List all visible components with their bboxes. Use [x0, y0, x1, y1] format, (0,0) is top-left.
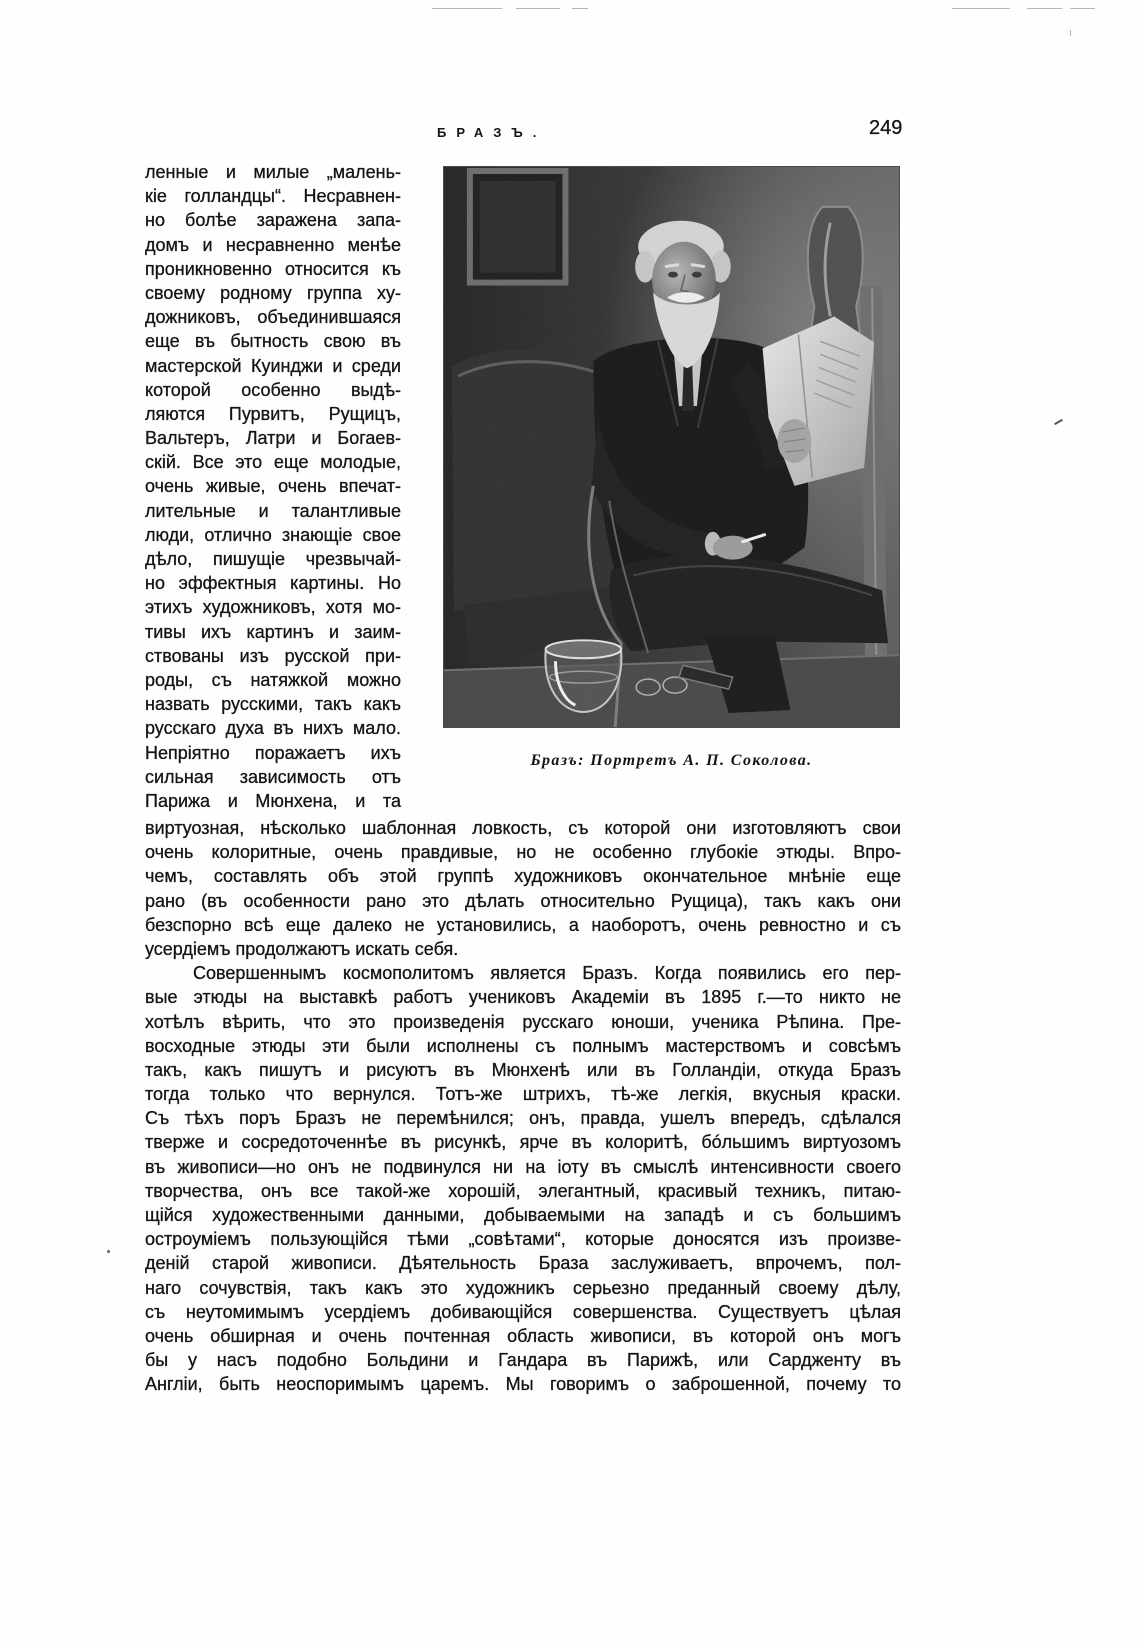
- left-column-line: дожниковъ, объединившаяся: [145, 307, 401, 328]
- figure: [443, 166, 900, 728]
- left-column-line: лительные и талантливые: [145, 500, 401, 521]
- body-line: остроуміемъ пользующійся тѣми „совѣтами“, которые доносятся изъ произве-: [145, 1229, 901, 1250]
- left-column-line: Вальтеръ, Латри и Богаев-: [145, 428, 401, 449]
- body-line: Англіи, быть неоспоримымъ царемъ. Мы говоримъ о заброшенной, почему то: [145, 1374, 901, 1395]
- scan-artifact: [572, 8, 588, 9]
- scan-artifact: [432, 8, 502, 9]
- body-line: Съ тѣхъ поръ Бразъ не перемѣнился; онъ, правда, ушелъ впередъ, сдѣлался: [145, 1108, 901, 1129]
- body-text: [145, 816, 901, 1397]
- left-column-line: своему родному группа ху-: [145, 282, 401, 303]
- body-line: тогда только что вернулся. Тотъ-же штрихъ, тѣ-же легкія, вкусныя краски.: [145, 1084, 901, 1105]
- body-line: усердіемъ продолжаютъ искать себя.: [145, 938, 459, 959]
- portrait-photo: [444, 167, 899, 727]
- body-line: хотѣлъ вѣрить, что это произведенія русскаго юноши, ученика Рѣпина. Пре-: [145, 1011, 901, 1032]
- left-column-line: домъ и несравненно менѣе: [145, 234, 401, 255]
- left-column-line: очень живые, очень впечат-: [145, 476, 401, 497]
- body-line: очень обширная и очень почтенная область живописи, въ которой онъ могъ: [145, 1325, 901, 1346]
- left-column-line: ленные и милые „малень-: [145, 162, 401, 182]
- body-line: щійся художественными данными, добываемыми на западѣ и съ большимъ: [145, 1205, 901, 1225]
- body-line: въ живописи—но онъ не подвинулся ни на іоту въ смыслѣ интенсивности своего: [145, 1156, 901, 1177]
- left-column-line: Непріятно поражаетъ ихъ: [145, 742, 401, 763]
- paragraph-1: [145, 816, 901, 961]
- scan-artifact: [1070, 8, 1095, 9]
- left-column-line: русскаго духа въ нихъ мало.: [145, 718, 401, 739]
- left-column-line: которой особенно выдѣ-: [145, 379, 401, 400]
- body-line: съ неутомимымъ усердіемъ добивающійся совершенства. Существуетъ цѣлая: [145, 1301, 901, 1322]
- left-column-line: ствованы изъ русской при-: [145, 645, 401, 666]
- body-line: очень колоритные, очень правдивые, но не особенно глубокіе этюды. Впро-: [145, 842, 901, 863]
- scan-artifact: [1070, 30, 1071, 36]
- body-line: вые этюды на выставкѣ работъ учениковъ Академіи въ 1895 г.—то никто не: [145, 987, 901, 1008]
- photo-grain: [444, 167, 899, 727]
- scan-artifact: [1054, 419, 1063, 425]
- left-column-line: сильная зависимость отъ: [145, 766, 401, 787]
- left-column-line: роды, съ натяжкой можно: [145, 669, 401, 690]
- left-column-line: но болѣе заражена запа-: [145, 210, 401, 231]
- left-column-line: этихъ художниковъ, хотя мо-: [145, 597, 401, 618]
- body-line: творчества, онъ все такой-же хорошій, элегантный, красивый техникъ, питаю-: [145, 1180, 901, 1201]
- left-column-line: Парижа и Мюнхена, и та: [145, 790, 401, 811]
- left-column-line: люди, отлично знающіе свое: [145, 524, 401, 545]
- scan-artifact: [516, 8, 560, 9]
- left-column-line: но эффектныя картины. Но: [145, 573, 401, 594]
- scan-artifact: [107, 1250, 110, 1253]
- left-column-line: назвать русскими, такъ какъ: [145, 694, 401, 715]
- page-number: 249: [869, 117, 903, 139]
- left-column-line: еще въ бытность свою въ: [145, 331, 401, 352]
- running-title: БРАЗЪ.: [437, 125, 547, 140]
- left-column-line: мастерской Куинджи и среди: [145, 355, 401, 376]
- body-line: Совершеннымъ космополитомъ является Бразъ. Когда появились его пер-: [193, 963, 901, 984]
- scan-artifact: [1027, 8, 1062, 9]
- body-line: бы у насъ подобно Больдини и Гандара въ Парижѣ, или Сардженту въ: [145, 1350, 901, 1371]
- left-column-line: дѣло, пишущіе чрезвычай-: [145, 549, 401, 569]
- body-line: безспорно всѣ еще далеко не установились, а наоборотъ, очень ревностно и съ: [145, 914, 901, 935]
- figure-caption: Бразъ: Портретъ А. П. Соколова.: [530, 752, 813, 769]
- body-line: такъ, какъ пишутъ и рисуютъ въ Мюнхенѣ или въ Голландіи, откуда Бразъ: [145, 1059, 901, 1080]
- left-column: [145, 160, 401, 813]
- left-column-line: ляются Пурвитъ, Рущицъ,: [145, 403, 401, 424]
- left-column-line: проникновенно относится къ: [145, 258, 401, 279]
- body-line: рано (въ особенности рано это дѣлать относительно Рущица), такъ какъ они: [145, 890, 901, 911]
- left-column-line: кіе голландцы“. Несравнен-: [145, 186, 401, 207]
- body-line: виртуозная, нѣсколько шаблонная ловкость, съ которой они изготовляютъ свои: [145, 818, 901, 838]
- body-line: наго сочувствія, такъ какъ это художникъ серьезно преданный своему дѣлу,: [145, 1277, 901, 1298]
- left-column-line: скій. Все это еще молодые,: [145, 452, 401, 473]
- paragraph-2: [145, 961, 901, 1396]
- body-line: деній старой живописи. Дѣятельность Браза заслуживаетъ, впрочемъ, пол-: [145, 1253, 901, 1274]
- body-line: восходные этюды эти были исполнены съ полнымъ мастерствомъ и совсѣмъ: [145, 1035, 901, 1056]
- body-line: тверже и сосредоточеннѣе въ рисункѣ, ярче въ колоритѣ, бóльшимъ виртуозомъ: [145, 1132, 901, 1153]
- body-line: чемъ, составлять объ этой группѣ художниковъ окончательное мнѣніе еще: [145, 866, 901, 887]
- left-column-line: тивы ихъ картинъ и заим-: [145, 621, 401, 642]
- scan-artifact: [952, 8, 1010, 9]
